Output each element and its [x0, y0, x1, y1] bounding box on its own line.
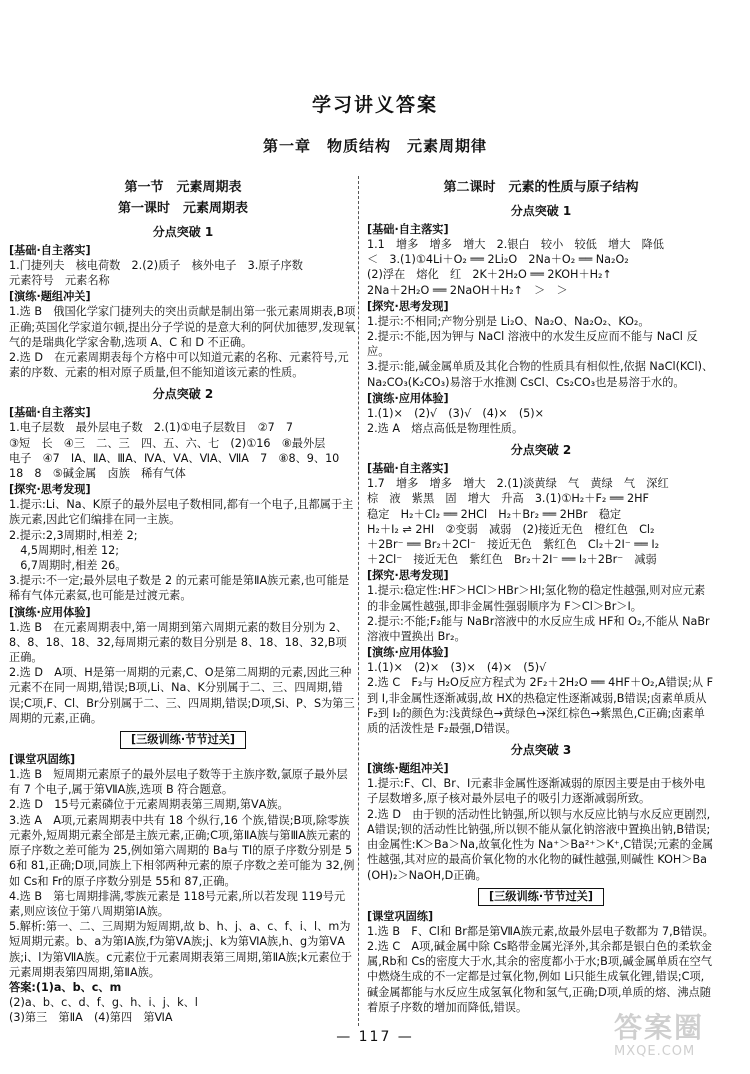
answer-line: 2.提示:2,3周期时,相差 2; — [9, 528, 138, 542]
answer-line: 2.选 A 熔点高低是物理性质。 — [367, 422, 524, 436]
tag-label: [基础·自主落实] — [9, 244, 91, 257]
answer-line: 4,5周期时,相差 12; — [9, 543, 120, 557]
tag-label: [课堂巩固练] — [367, 909, 434, 923]
answer-line: (3)第三 第ⅡA (4)第四 第ⅥA — [9, 1011, 173, 1025]
point-heading: 分点突破 2 — [152, 387, 214, 402]
answer-line: 1.(1)× (2)√ (3)√ (4)× (5)× — [367, 406, 545, 420]
answer-line: 2.选 D 由于钡的活动性比钠强,所以钡与水反应比钠与水反应更剧烈,A错误;钡的活动性比钠强,所以钡不能从氯化钠溶液中置换出钠,B错误;由金属性:K＞Ba＞Na,故氧化性为 Na⁺＞Ba²⁺＞K⁺,C错误;元素的金属性越强,其对应的最高价氧化物的水化物的碱性越强,则碱性 KOH＞Ba(OH)₂＞NaOH,D正确。 — [367, 807, 714, 882]
answer-block — [9, 258, 357, 288]
point-heading: 分点突破 1 — [152, 225, 214, 239]
answer-line: 1.(1)× (2)× (3)× (4)× (5)√ — [367, 661, 547, 675]
answer-block — [9, 767, 357, 980]
answer-line: 3.选 A A项,元素周期表中共有 18 个纵行,16 个族,错误;B项,除零族元素外,短周期元素全部是主族元素,正确;C项,第ⅡA族与第ⅢA族元素的原子序数之差可能为 25,例如第六周期的 Ba与 Tl的原子序数分别是 56和 81,正确;D项,同族上下相邻两种元素的原子序数之差可能为 32,例如 Cs和 Fr的原子序数分别是 55和 87,正确。 — [9, 813, 355, 888]
chapter-title: 第一章 物质结构 元素周期律 — [262, 137, 487, 155]
answer-line: H₂＋I₂ ⇌ 2HI ②变弱 减弱 (2)接近无色 橙红色 Cl₂ — [367, 522, 655, 536]
answer-block — [367, 924, 715, 1015]
answer-line: 2.选 D 15号元素磷位于元素周期表第三周期,第ⅤA族。 — [9, 798, 289, 812]
answer-line: 2.选 D A项、H是第一周期的元素,C、O是第二周期的元素,因此三种元素不在同一周期,错误;B项,Li、Na、K分别属于二、三、四周期,错误;C项,F、Cl、Br分别属于二、三、四周期,错误;D项,Si、P、S为第三周期的元素,正确。 — [9, 666, 355, 725]
answer-line: 3.提示:不一定;最外层电子数是 2 的元素可能是第ⅡA族元素,也可能是稀有气体元素氦,也可能是过渡元素。 — [9, 574, 350, 603]
answer-line: 元素符号 元素名称 — [9, 274, 110, 288]
tag-label: [基础·自主落实] — [367, 462, 449, 476]
tag-label: [探究·思考发现] — [9, 483, 91, 497]
answer-block — [367, 314, 715, 390]
answer-line: 2.提示:不能,因为钾与 NaCl 溶液中的水发生反应而不能与 NaCl 反应。 — [367, 330, 698, 359]
tag-label: [基础·自主落实] — [367, 223, 449, 236]
answer-line: 18 8 ⑤碱金属 卤族 稀有气体 — [9, 467, 186, 481]
answer-block — [9, 420, 357, 481]
answer-line: 1.选 B 俄国化学家门捷列夫的突出贡献是制出第一张元素周期表,B项正确;英国化学家道尔顿,提出分子学说的是意大利的阿伏加德罗,发现氧气的是瑞典化学家舍勒,选项 A、C 和 D 不正确。 — [9, 305, 356, 349]
answer-line: 棕 液 紫黑 固 增大 升高 3.(1)①H₂＋F₂ ══ 2HF — [367, 492, 649, 506]
boxed-heading: [三级训练·节节过关] — [478, 888, 604, 906]
answer-line: 1.1 增多 增多 增大 2.银白 较小 较低 增大 降低 — [367, 238, 664, 251]
answer-label: 答案:(1)a、b、c、m — [9, 980, 122, 994]
right-column — [367, 176, 715, 1015]
answer-line: 电子 ④7 ⅠA、ⅡA、ⅢA、ⅣA、ⅤA、ⅥA、ⅦA 7 ⑧8、9、10 — [9, 451, 340, 465]
left-column — [9, 176, 357, 1025]
tag-label: [演练·应用体验] — [367, 646, 449, 660]
tag-label: [探究·思考发现] — [367, 299, 449, 313]
answer-block — [9, 497, 357, 603]
tag-label: [课堂巩固练] — [9, 753, 76, 767]
answer-block — [9, 995, 357, 1025]
answer-line: 1.提示:不相同;产物分别是 Li₂O、Na₂O、Na₂O₂、KO₂。 — [367, 314, 650, 328]
answer-block — [367, 660, 715, 736]
answer-block — [367, 776, 715, 882]
answer-line: 稳定 H₂＋Cl₂ ══ 2HCl H₂＋Br₂ ══ 2HBr 稳定 — [367, 507, 622, 521]
answer-block — [367, 406, 715, 436]
answer-block — [367, 237, 715, 298]
answer-line: (2)浮在 熔化 红 2K＋2H₂O ══ 2KOH＋H₂↑ — [367, 268, 612, 282]
watermark-text: 答案圈 — [614, 1011, 705, 1044]
watermark-url: MXQE.COM — [614, 1044, 696, 1059]
answer-line: ＜ 3.(1)①4Li＋O₂ ══ 2Li₂O 2Na＋O₂ ══ Na₂O₂ — [367, 253, 629, 267]
section-title: 第一节 元素周期表 — [124, 180, 242, 195]
answer-line: 6,7周期时,相差 26。 — [9, 559, 127, 573]
point-heading: 分点突破 3 — [510, 743, 572, 758]
answer-line: 1.提示:稳定性:HF＞HCl＞HBr＞HI;氢化物的稳定性越强,则对应元素的非金属性越强,即非金属性强弱顺序为 F＞Cl＞Br＞I。 — [367, 584, 706, 613]
column-divider — [358, 176, 359, 1026]
tag-label: [探究·思考发现] — [367, 569, 449, 583]
answer-block — [9, 620, 357, 726]
watermark-logo — [614, 1012, 740, 1070]
answer-line: 1.选 B 短周期元素原子的最外层电子数等于主族序数,氯原子最外层有 7 个电子,属于第ⅦA族,选项 B 符合题意。 — [9, 768, 348, 797]
tag-label: [演练·题组冲关] — [367, 762, 449, 776]
tag-label: [基础·自主落实] — [9, 406, 91, 420]
answer-line: 1.门捷列夫 核电荷数 2.(2)质子 核外电子 3.原子序数 — [9, 259, 303, 272]
answer-line: ＋2Cl⁻ 接近无色 紫红色 Br₂＋2I⁻ ══ I₂＋2Br⁻ 减弱 — [367, 553, 657, 567]
answer-line: (2)a、b、c、d、f、g、h、i、j、k、l — [9, 995, 198, 1009]
answer-line: 2.提示:不能;F₂能与 NaBr溶液中的水反应生成 HF和 O₂,不能从 NaBr溶液中置换出 Br₂。 — [367, 614, 710, 644]
answer-line: 2.选 C A项,碱金属中除 Cs略带金属光泽外,其余都是银白色的柔软金属,Rb和 Cs的密度大于水,其余的密度都小于水;B项,碱金属单质在空气中燃烧生成的不一定都是过氧化物,例如 Li只能生成氧化锂,错误;C项,碱金属都能与水反应生成氢氧化物和氢气,正确;D项,单质的熔、沸点随着原子序数的增加而降低,错误。 — [367, 939, 713, 1014]
answer-block — [367, 583, 715, 644]
tag-label: [演练·应用体验] — [367, 391, 449, 405]
answer-line: 1.提示:F、Cl、Br、I元素非金属性逐渐减弱的原因主要是由于核外电子层数增多,原子核对最外层电子的吸引力逐渐减弱所致。 — [367, 777, 706, 806]
answer-line: 4.选 B 第七周期排满,零族元素是 118号元素,所以若发现 119号元素,则应该位于第八周期第ⅠA族。 — [9, 889, 346, 918]
answer-line: ＋2Br⁻ ══ Br₂＋2Cl⁻ 接近无色 紫红色 Cl₂＋2I⁻ ══ I₂ — [367, 538, 660, 552]
answer-block — [9, 304, 357, 380]
answer-line: 2.选 D 在元素周期表每个方格中可以知道元素的名称、元素符号,元素的序数、元素的相对原子质量,但不能知道该元素的性质。 — [9, 351, 349, 380]
boxed-heading: [三级训练·节节过关] — [120, 731, 246, 749]
answer-line: 5.解析:第一、二、三周期为短周期,故 b、h、j、a、c、f、i、l、m为短周期元素。b、a为第ⅠA族,f为第ⅤA族;j、k为第ⅥA族,h、g为第ⅤA族;i、l为第ⅦA族。c元素位于元素周期表第三周期,第ⅡA族;k元素位于元素周期表第四周期,第ⅡA族。 — [9, 920, 352, 979]
tag-label: [演练·题组冲关] — [9, 290, 91, 304]
answer-line: 1.选 B F、Cl和 Br都是第ⅦA族元素,故最外层电子数都为 7,B错误。 — [367, 924, 714, 938]
point-heading: 分点突破 1 — [510, 204, 572, 218]
answer-line: 1.7 增多 增多 增大 2.(1)淡黄绿 气 黄绿 气 深红 — [367, 477, 669, 491]
answer-line: 1.提示:Li、Na、K原子的最外层电子数相同,都有一个电子,且都属于主族元素,因此它们编排在同一主族。 — [9, 498, 354, 527]
tag-label: [演练·应用体验] — [9, 605, 91, 619]
point-heading: 分点突破 2 — [510, 443, 572, 458]
answer-line: 2.选 C F₂与 H₂O反应方程式为 2F₂＋2H₂O ══ 4HF＋O₂,A错误;从 F到 I,非金属性逐渐减弱,故 HX的热稳定性逐渐减弱,B错误;卤素单质从 F₂到 I₂的颜色为:浅黄绿色→黄绿色→深红棕色→紫黑色,C正确;卤素单质的活泼性是 F₂最强,D错误。 — [367, 676, 714, 736]
answer-line: ③短 长 ④三 二、三 四、五、六、七 (2)①16 ⑧最外层 — [9, 436, 326, 450]
lesson-title: 第二课时 元素的性质与原子结构 — [443, 180, 639, 195]
answer-block — [367, 476, 715, 567]
page-title: 学习讲义答案 — [311, 94, 438, 116]
answer-line: 1.选 B 在元素周期表中,第一周期到第六周期元素的数目分别为 2、8、8、18、18、32,每周期元素的数目分别是 8、18、18、32,B项正确。 — [9, 620, 348, 665]
lesson-title: 第一课时 元素周期表 — [117, 201, 248, 216]
page-number: — 117 — — [336, 1029, 414, 1045]
answer-line: 1.电子层数 最外层电子数 2.(1)①电子层数目 ②7 7 — [9, 421, 294, 435]
answer-line: 2Na＋2H₂O ══ 2NaOH＋H₂↑ ＞ ＞ — [367, 283, 568, 297]
answer-line: 3.提示:能,碱金属单质及其化合物的性质具有相似性,依据 NaCl(KCl)、Na₂CO₃(K₂CO₃)易溶于水推测 CsCl、Cs₂CO₃也是易溶于水的。 — [367, 360, 714, 389]
